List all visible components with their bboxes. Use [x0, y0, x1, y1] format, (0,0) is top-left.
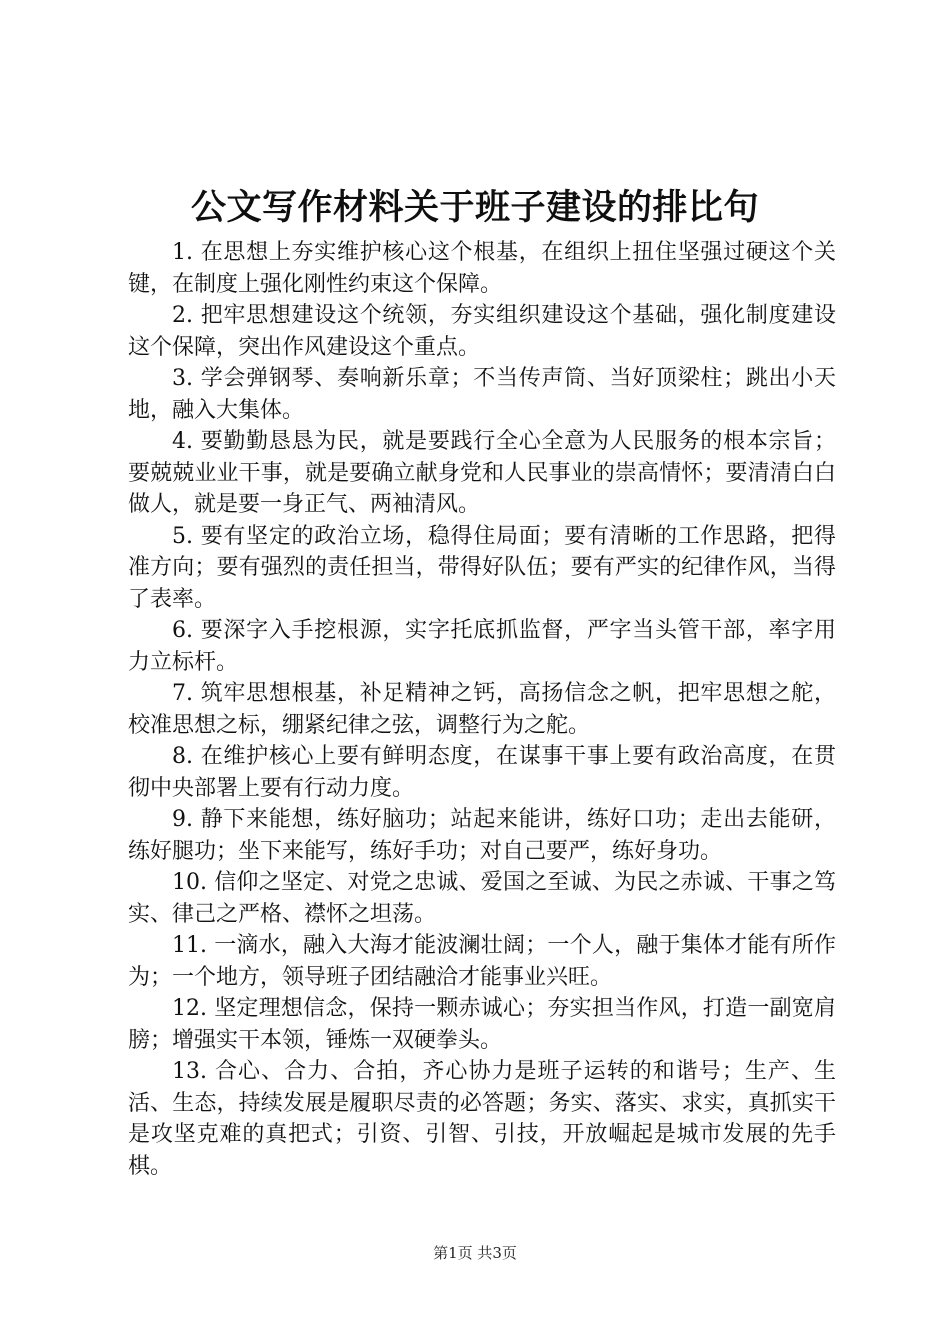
paragraph-6: 6. 要深字入手挖根源，实字托底抓监督，严字当头管干部，率字用力立标杆。: [128, 618, 836, 675]
paragraph-2: 2. 把牢思想建设这个统领，夯实组织建设这个基础，强化制度建设这个保障，突出作风建设这个重点。: [128, 303, 836, 360]
page-number-footer: 第1页 共3页: [433, 1244, 517, 1262]
paragraph-12: 12. 坚定理想信念，保持一颗赤诚心；夯实担当作风，打造一副宽肩膀；增强实干本领，锤炼一双硬拳头。: [128, 996, 836, 1053]
paragraph-13: 13. 合心、合力、合拍，齐心协力是班子运转的和谐号；生产、生活、生态，持续发展是履职尽责的必答题；务实、落实、求实，真抓实干是攻坚克难的真把式；引资、引智、引技，开放崛起是城市发展的先手棋。: [128, 1059, 836, 1179]
document-body: [128, 237, 836, 1182]
paragraph-9: 9. 静下来能想，练好脑功；站起来能讲，练好口功；走出去能研，练好腿功；坐下来能写，练好手功；对自己要严，练好身功。: [128, 807, 836, 864]
paragraph-1: 1. 在思想上夯实维护核心这个根基，在组织上扭住坚强过硬这个关键，在制度上强化刚性约束这个保障。: [128, 240, 836, 297]
paragraph-11: 11. 一滴水，融入大海才能波澜壮阔；一个人，融于集体才能有所作为；一个地方，领导班子团结融洽才能事业兴旺。: [128, 933, 836, 990]
paragraph-5: 5. 要有坚定的政治立场，稳得住局面；要有清晰的工作思路，把得准方向；要有强烈的责任担当，带得好队伍；要有严实的纪律作风，当得了表率。: [128, 523, 836, 612]
paragraph-4: 4. 要勤勤恳恳为民，就是要践行全心全意为人民服务的根本宗旨；要兢兢业业干事，就是要确立献身党和人民事业的崇高情怀；要清清白白做人，就是要一身正气、两袖清风。: [128, 429, 836, 517]
paragraph-8: 8. 在维护核心上要有鲜明态度，在谋事干事上要有政治高度，在贯彻中央部署上要有行动力度。: [128, 744, 836, 801]
paragraph-7: 7. 筑牢思想根基，补足精神之钙，高扬信念之帆，把牢思想之舵，校准思想之标，绷紧纪律之弦，调整行为之舵。: [128, 681, 836, 738]
document-title: 公文写作材料关于班子建设的排比句: [190, 188, 759, 228]
paragraph-3: 3. 学会弹钢琴、奏响新乐章；不当传声筒、当好顶梁柱；跳出小天地，融入大集体。: [128, 366, 836, 423]
paragraph-10: 10. 信仰之坚定、对党之忠诚、爱国之至诚、为民之赤诚、干事之笃实、律己之严格、襟怀之坦荡。: [128, 870, 836, 927]
